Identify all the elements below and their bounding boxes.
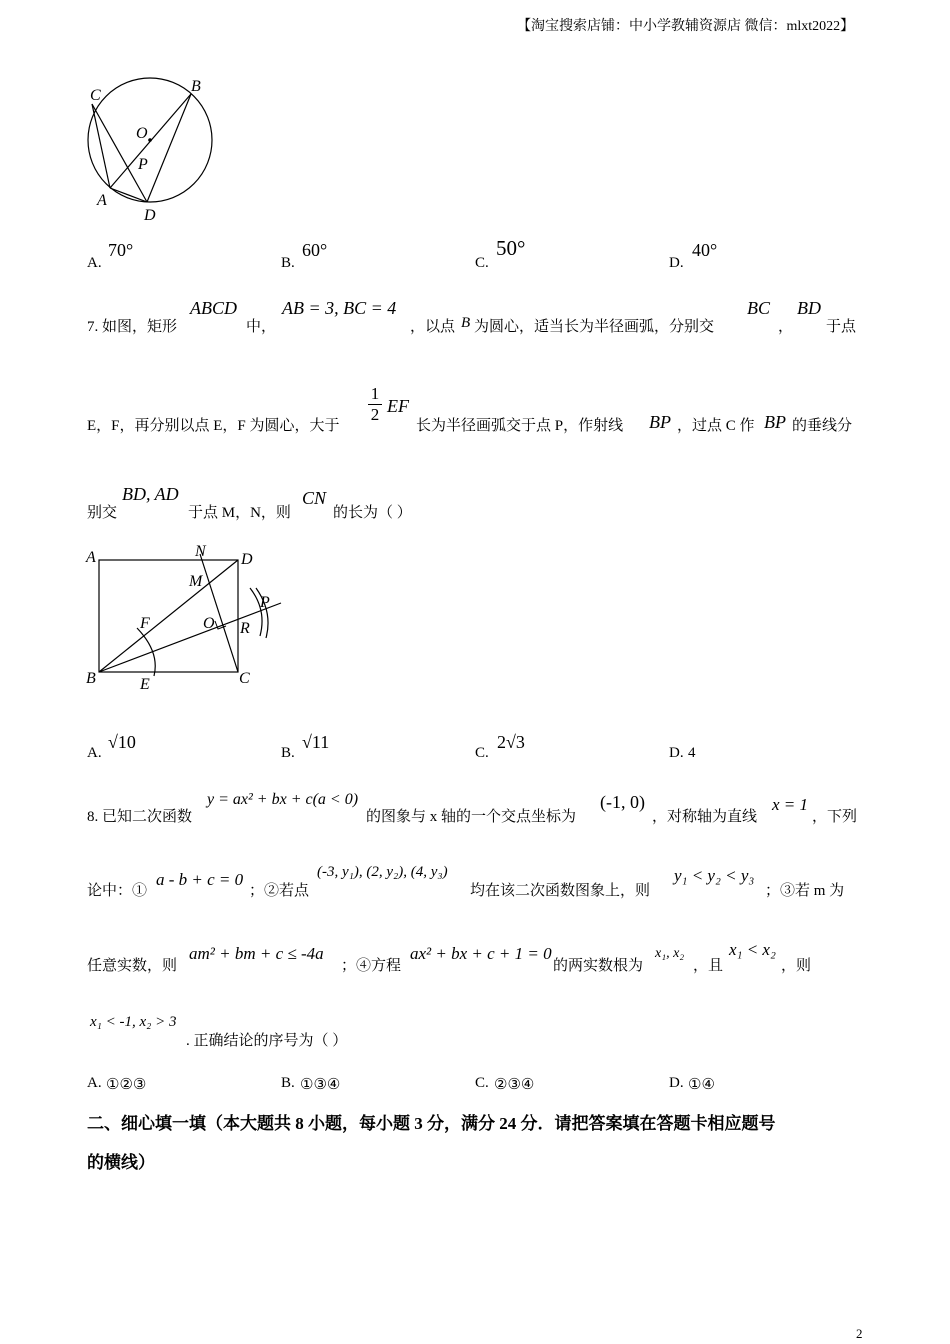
q7-frac-num: 1 — [370, 384, 380, 403]
q8-text: ；③若 m 为 — [765, 883, 845, 899]
q7-option-d-value: 4 — [688, 745, 696, 761]
page-header: 【淘宝搜索店铺：中小学教辅资源店 微信：mlxt2022】 — [517, 19, 855, 34]
q6-option-c-letter: C. — [475, 255, 489, 271]
q8-text: ，下列 — [812, 809, 858, 825]
q6-option-d-letter: D. — [669, 255, 684, 271]
q7-label-c: C — [239, 670, 250, 687]
q7-math: BP — [649, 412, 671, 432]
q8-math: x = 1 — [772, 795, 809, 814]
q8-math: y = ax² + bx + c(a < 0) — [207, 791, 359, 808]
q8-text: 任意实数，则 — [87, 958, 178, 974]
q7-option-a-letter: A. — [87, 745, 102, 761]
q8-text: ，且 — [693, 958, 724, 974]
q7-text: 为圆心，适当长为半径画弧，分别交 — [474, 319, 715, 335]
page-number: 2 — [856, 1326, 863, 1341]
q6-option-d-value: 40° — [692, 240, 718, 260]
q7-math: ABCD — [190, 298, 237, 318]
section-2-heading-line1: 二、细心填一填（本大题共 8 小题，每小题 3 分，满分 24 分．请把答案填在答题卡相应题号 — [87, 1114, 776, 1133]
q7-option-c-value: 2√3 — [497, 732, 525, 752]
q6-option-c-value: 50° — [496, 236, 526, 260]
q7-text: 7. 如图，矩形 — [87, 319, 178, 335]
q7-label-r: R — [240, 620, 250, 637]
q7-text: 的垂线分 — [792, 418, 853, 434]
q8-option-a-letter: A. — [87, 1075, 102, 1091]
q7-math: BD, AD — [122, 484, 179, 504]
q8-math: (-3, y₁), (2, y₂), (4, y₃) — [317, 864, 448, 880]
q8-option-c-value: ②③④ — [494, 1077, 535, 1093]
q8-option-d-value: ①④ — [688, 1077, 715, 1093]
q6-option-a-value: 70° — [108, 240, 134, 260]
q7-rectangle-figure — [82, 540, 292, 695]
q7-label-o: O — [203, 615, 215, 632]
q8-math: am² + bm + c ≤ -4a — [189, 944, 324, 963]
q8-text: 的图象与 x 轴的一个交点坐标为 — [366, 809, 577, 825]
q7-label-a: A — [86, 549, 96, 566]
q7-text: ， — [778, 319, 794, 335]
q6-label-d: D — [144, 207, 156, 224]
q8-text: 的两实数根为 — [553, 958, 644, 974]
q7-option-c-letter: C. — [475, 745, 489, 761]
q7-text: 的长为（ ） — [333, 505, 412, 521]
q8-math: a - b + c = 0 — [156, 870, 244, 889]
q7-frac-den: 2 — [368, 404, 382, 425]
q7-text: ，过点 C 作 — [677, 418, 755, 434]
q6-circle-figure — [80, 70, 230, 230]
q8-math: x₁, x₂ — [655, 946, 685, 961]
q7-text: 别交 — [87, 505, 118, 521]
section-2-heading-line2: 的横线） — [87, 1153, 155, 1172]
q8-text: ，则 — [781, 958, 812, 974]
q8-option-d-letter: D. — [669, 1075, 684, 1091]
q8-text: . 正确结论的序号为（ ） — [186, 1033, 348, 1049]
q8-math: x₁ < -1, x₂ > 3 — [90, 1014, 177, 1030]
q7-label-b: B — [86, 670, 96, 687]
q7-math: BD — [797, 298, 821, 318]
q7-text: 长为半径画弧交于点 P，作射线 — [416, 418, 624, 434]
q8-option-a-value: ①②③ — [106, 1077, 147, 1093]
q7-option-b-letter: B. — [281, 745, 295, 761]
q7-math: BP — [764, 412, 786, 432]
q7-text: E，F，再分别以点 E，F 为圆心，大于 — [87, 418, 340, 434]
q7-label-m: M — [189, 573, 203, 590]
q8-text: 8. 已知二次函数 — [87, 809, 193, 825]
q6-label-a: A — [97, 192, 107, 209]
q7-option-d-letter: D. — [669, 745, 684, 761]
q7-math: EF — [387, 396, 409, 416]
q7-math: AB = 3, BC = 4 — [282, 298, 397, 318]
q8-text: ；②若点 — [249, 883, 310, 899]
q8-math: y₁ < y₂ < y₃ — [674, 866, 755, 885]
q6-label-p: P — [138, 156, 148, 173]
q7-math: BC — [747, 298, 771, 318]
q7-label-n: N — [195, 543, 206, 560]
q8-math: x₁ < x₂ — [729, 940, 776, 959]
q7-option-b-value: √11 — [302, 732, 330, 752]
q7-option-a-value: √10 — [108, 732, 136, 752]
q7-text: 中， — [246, 319, 277, 335]
q7-label-f: F — [140, 615, 150, 632]
q7-label-p: P — [260, 594, 270, 611]
q6-label-b: B — [191, 78, 201, 95]
q7-fraction — [368, 384, 382, 425]
q8-option-c-letter: C. — [475, 1075, 489, 1091]
q8-option-b-letter: B. — [281, 1075, 295, 1091]
q7-label-e: E — [140, 676, 150, 693]
q8-text: ；④方程 — [341, 958, 402, 974]
q6-option-a-letter: A. — [87, 255, 102, 271]
q7-text: 于点 M，N，则 — [188, 505, 291, 521]
q8-text: 论中：① — [87, 883, 148, 899]
q7-text: B — [461, 315, 471, 331]
q7-math: CN — [302, 488, 327, 508]
q6-option-b-value: 60° — [302, 240, 328, 260]
q8-option-b-value: ①③④ — [300, 1077, 341, 1093]
q7-label-d: D — [241, 551, 253, 568]
q8-math: (-1, 0) — [600, 792, 645, 812]
q6-label-o: O — [136, 125, 148, 142]
q8-text: 均在该二次函数图象上，则 — [470, 883, 651, 899]
q6-label-c: C — [90, 87, 101, 104]
q8-math: ax² + bx + c + 1 = 0 — [410, 944, 552, 963]
q8-text: ，对称轴为直线 — [652, 809, 758, 825]
q7-text: ，以点 — [410, 319, 456, 335]
q6-option-b-letter: B. — [281, 255, 295, 271]
q7-text: 于点 — [826, 319, 857, 335]
